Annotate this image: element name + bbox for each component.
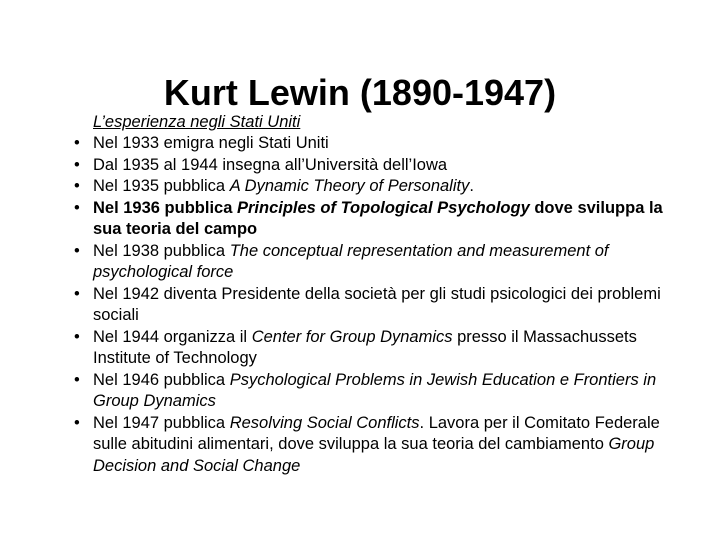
list-item bbox=[74, 198, 694, 241]
list-item bbox=[74, 284, 694, 327]
bullet-text: dove sviluppa la sua teoria del campo bbox=[93, 198, 663, 238]
list-item bbox=[74, 327, 694, 370]
publication-title: Group Decision and Social Change bbox=[93, 435, 655, 475]
publication-title: Center for Group Dynamics bbox=[251, 327, 453, 346]
bullet-text: Nel 1936 pubblica bbox=[93, 198, 237, 217]
bullet-icon bbox=[74, 241, 86, 263]
list-item bbox=[74, 176, 694, 198]
publication-title: A Dynamic Theory of Personality bbox=[229, 177, 470, 195]
bullet-text: Dal 1935 al 1944 insegna all’Università dell’Iowa bbox=[93, 155, 448, 174]
bullet-icon bbox=[74, 198, 86, 220]
bullet-text: Nel 1946 pubblica bbox=[93, 370, 230, 389]
list-item bbox=[74, 413, 694, 478]
publication-title: Psychological Problems in Jewish Education e Frontiers in Group Dynamics bbox=[93, 370, 657, 410]
bullet-text: Nel 1942 diventa Presidente della società per gli studi psicologici dei problemi sociali bbox=[93, 284, 661, 324]
bullet-list bbox=[74, 133, 694, 477]
list-item bbox=[74, 370, 694, 413]
publication-title: Resolving Social Conflicts bbox=[229, 413, 420, 432]
bullet-icon bbox=[74, 327, 86, 349]
bullet-text: . Lavora per il Comitato Federale sulle abitudini alimentari, dove sviluppa la sua teoria del cambiamento bbox=[93, 413, 660, 453]
bullet-text: . bbox=[469, 177, 474, 195]
publication-title: Principles of Topological Psychology bbox=[236, 198, 530, 217]
bullet-icon bbox=[74, 133, 86, 155]
publication-title: The conceptual representation and measurement of psychological force bbox=[93, 241, 609, 281]
bullet-text: Nel 1938 pubblica bbox=[93, 241, 230, 260]
bullet-text: Nel 1933 emigra negli Stati Uniti bbox=[93, 134, 329, 152]
page-title: Kurt Lewin (1890-1947) bbox=[163, 72, 557, 114]
bullet-icon bbox=[74, 155, 86, 177]
bullet-text: Nel 1947 pubblica bbox=[93, 413, 230, 432]
bullet-icon bbox=[74, 370, 86, 392]
list-item bbox=[74, 133, 694, 155]
bullet-icon bbox=[74, 176, 86, 198]
bullet-icon bbox=[74, 413, 86, 435]
bullet-icon bbox=[74, 284, 86, 306]
bullet-text: Nel 1935 pubblica bbox=[93, 177, 230, 195]
list-item bbox=[74, 241, 694, 284]
bullet-text: presso il Massachussets Institute of Technology bbox=[93, 327, 637, 367]
bullet-text: Nel 1944 organizza il bbox=[93, 327, 252, 346]
section-subheading: L’esperienza negli Stati Uniti bbox=[93, 113, 301, 131]
list-item bbox=[74, 155, 694, 177]
